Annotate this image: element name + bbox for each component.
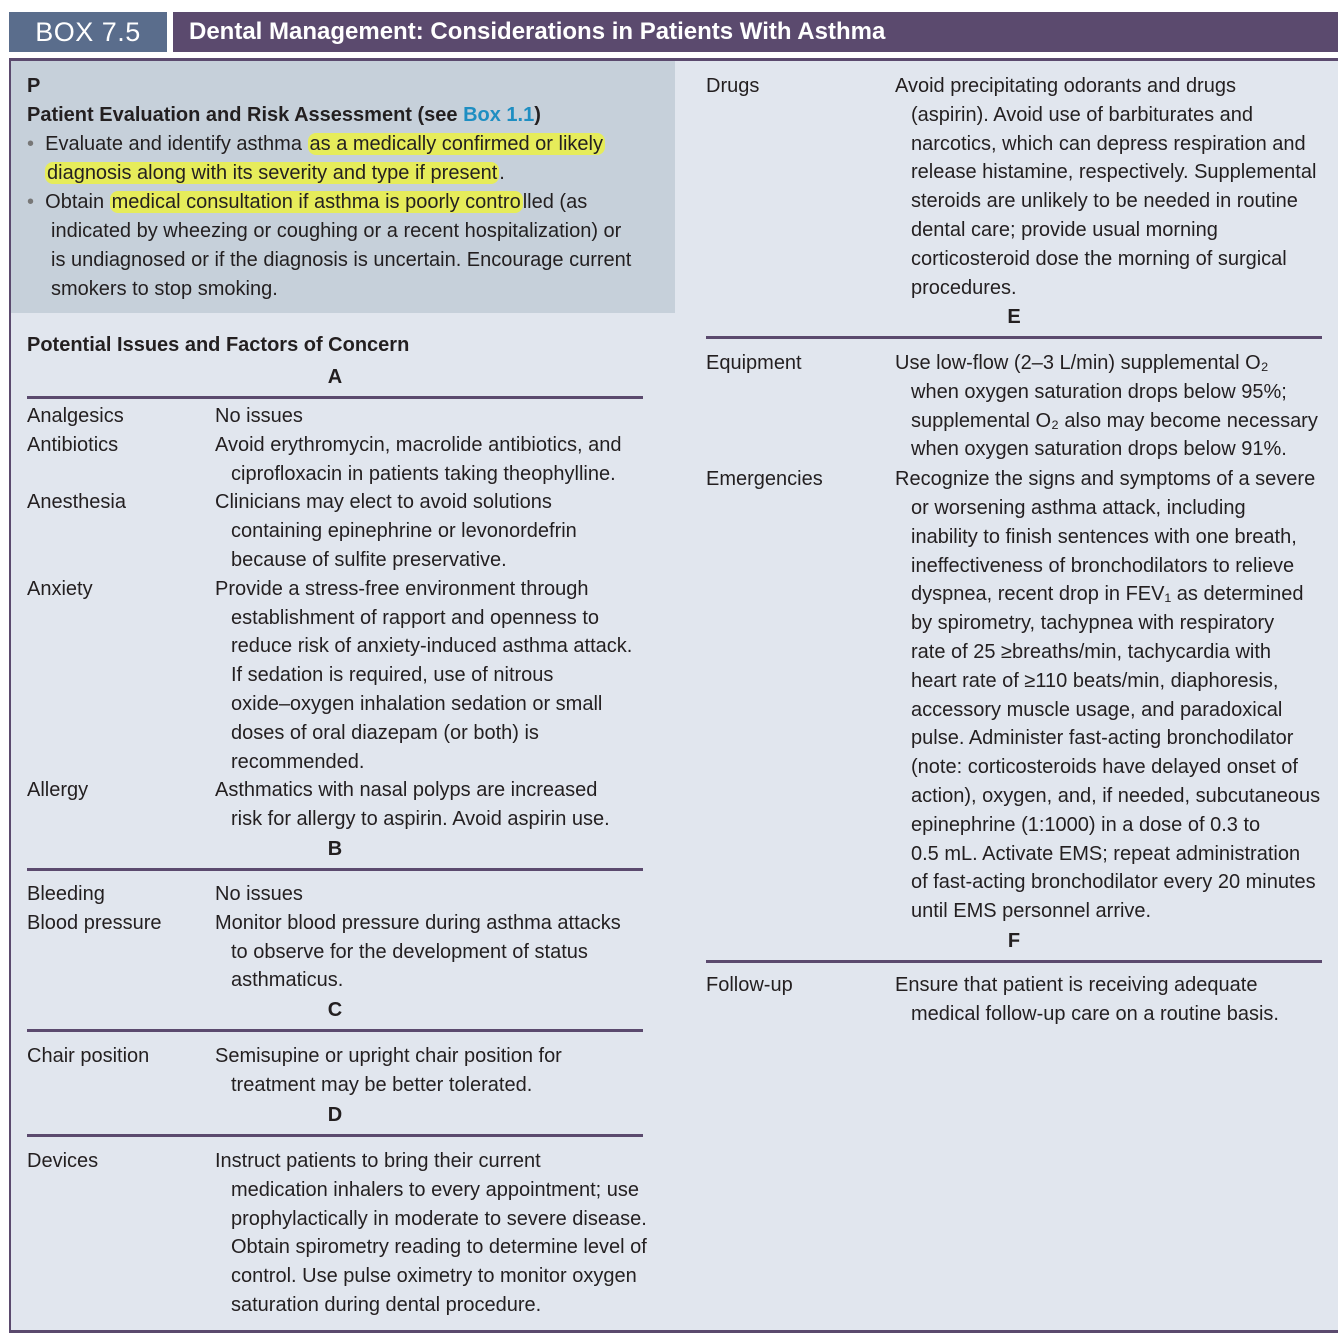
row-text-blood-pressure: to observe for the development of status xyxy=(231,940,588,963)
section-divider xyxy=(27,1029,643,1032)
row-text-blood-pressure: Monitor blood pressure during asthma attacks xyxy=(215,911,621,934)
row-text-drugs: procedures. xyxy=(911,276,1017,299)
eval-bullet-2-line: is undiagnosed or if the diagnosis is uncertain. Encourage current xyxy=(51,249,632,271)
section-divider xyxy=(27,868,643,871)
heading-text: Patient Evaluation and Risk Assessment (see xyxy=(27,104,464,126)
row-label-blood-pressure: Blood pressure xyxy=(27,911,162,934)
row-text-drugs: (aspirin). Avoid use of barbiturates and xyxy=(911,103,1254,126)
row-text-emergencies: epinephrine (1:1000) in a dose of 0.3 to xyxy=(911,813,1261,836)
row-text-drugs: dental care; provide usual morning xyxy=(911,219,1218,241)
section-divider xyxy=(27,396,643,399)
row-label-analgesics: Analgesics xyxy=(27,405,124,427)
highlight: as a medically confirmed or likely xyxy=(309,133,603,155)
row-text-emergencies: rate of 25 ≥breaths/min, tachycardia with xyxy=(911,641,1272,663)
section-letter-d: D xyxy=(327,1103,343,1126)
highlight: diagnosis along with its severity and type if present xyxy=(47,162,498,184)
bullet-icon: • xyxy=(27,191,35,213)
row-text-allergy: risk for allergy to aspirin. Avoid aspirin use. xyxy=(231,808,610,831)
box-number: BOX 7.5 xyxy=(9,12,167,52)
row-label-bleeding: Bleeding xyxy=(27,883,105,905)
row-label-emergencies: Emergencies xyxy=(706,468,823,491)
eval-bullet-1 xyxy=(27,130,605,159)
row-text-anxiety: doses of oral diazepam (or both) is xyxy=(231,721,539,744)
row-label-anesthesia: Anesthesia xyxy=(27,491,126,514)
patient-evaluation-heading xyxy=(27,101,541,130)
row-text-bleeding: No issues xyxy=(215,883,303,905)
row-text-devices: saturation during dental procedure. xyxy=(231,1294,542,1316)
eval-bullet-2 xyxy=(27,188,587,217)
section-divider xyxy=(706,336,1322,339)
row-text-emergencies: by spirometry, tachypnea with respiratory xyxy=(911,612,1275,635)
row-text-equipment: when oxygen saturation drops below 95%; xyxy=(911,380,1287,403)
row-text-drugs: release histamine, respectively. Supplemental xyxy=(911,161,1317,184)
section-letter-a: A xyxy=(327,366,343,388)
row-label-chair-position: Chair position xyxy=(27,1045,150,1067)
row-text-emergencies: 0.5 mL. Activate EMS; repeat administration xyxy=(911,842,1301,865)
text: lled (as xyxy=(522,191,588,213)
row-text-devices: prophylactically in moderate to severe disease. xyxy=(231,1207,647,1230)
row-text-emergencies: pulse. Administer fast-acting bronchodilator xyxy=(911,727,1294,750)
row-text-allergy: Asthmatics with nasal polyps are increased xyxy=(215,779,598,802)
row-text-follow-up: Ensure that patient is receiving adequate xyxy=(895,974,1258,996)
row-text-emergencies: (note: corticosteroids have delayed onset of xyxy=(911,756,1298,779)
row-label-drugs: Drugs xyxy=(706,75,760,97)
row-label-equipment: Equipment xyxy=(706,352,802,374)
row-text-drugs: corticosteroid dose the morning of surgical xyxy=(911,247,1287,270)
row-text-emergencies: or worsening asthma attack, including xyxy=(911,497,1246,519)
row-text-devices: Obtain spirometry reading to determine level of xyxy=(231,1236,647,1259)
row-text-emergencies: action), oxygen, and, if needed, subcutaneous xyxy=(911,785,1321,807)
row-text-emergencies: Recognize the signs and symptoms of a severe xyxy=(895,468,1316,491)
row-label-follow-up: Follow-up xyxy=(706,974,793,996)
row-text-anxiety: If sedation is required, use of nitrous xyxy=(231,664,554,687)
issues-heading: Potential Issues and Factors of Concern xyxy=(27,334,410,356)
bullet-icon: • xyxy=(27,133,35,155)
row-label-allergy: Allergy xyxy=(27,779,89,802)
row-text-anxiety: Provide a stress-free environment through xyxy=(215,577,589,600)
row-text-emergencies: inability to finish sentences with one breath, xyxy=(911,525,1297,548)
row-text-chair-position: treatment may be better tolerated. xyxy=(231,1073,533,1096)
row-label-antibiotics: Antibiotics xyxy=(27,433,119,456)
row-text-emergencies: ineffectiveness of bronchodilators to relieve xyxy=(911,554,1295,577)
row-text-anxiety: recommended. xyxy=(231,750,365,773)
row-text-devices: medication inhalers to every appointment; use xyxy=(231,1178,640,1201)
row-text-equipment: when oxygen saturation drops below 91%. xyxy=(911,438,1287,461)
row-text-anesthesia: containing epinephrine or levonordefrin xyxy=(231,520,577,543)
row-label-devices: Devices xyxy=(27,1150,99,1172)
text: Obtain xyxy=(45,191,110,213)
section-letter-f: F xyxy=(1007,930,1021,952)
row-text-blood-pressure: asthmaticus. xyxy=(231,969,344,992)
row-text-devices: control. Use pulse oximetry to monitor oxygen xyxy=(231,1265,637,1288)
section-divider xyxy=(27,1134,643,1137)
row-label-anxiety: Anxiety xyxy=(27,577,93,600)
row-text-emergencies: until EMS personnel arrive. xyxy=(911,900,1152,923)
row-text-emergencies: of fast-acting bronchodilator every 20 minutes xyxy=(911,871,1316,894)
eval-bullet-2-line: indicated by wheezing or coughing or a recent hospitalization) or xyxy=(51,220,622,242)
row-text-devices: Instruct patients to bring their current xyxy=(215,1150,541,1172)
row-text-antibiotics: Avoid erythromycin, macrolide antibiotics, and xyxy=(215,433,622,456)
row-text-analgesics: No issues xyxy=(215,405,303,427)
row-text-anesthesia: Clinicians may elect to avoid solutions xyxy=(215,491,552,514)
eval-bullet-1-cont xyxy=(45,159,505,188)
text: Evaluate and identify asthma xyxy=(45,133,308,155)
heading-suffix: ) xyxy=(534,104,541,126)
row-text-anxiety: reduce risk of anxiety-induced asthma attack. xyxy=(231,635,633,658)
row-text-anxiety: oxide–oxygen inhalation sedation or small xyxy=(231,693,603,715)
section-letter-e: E xyxy=(1007,306,1021,329)
box-title: Dental Management: Considerations in Patients With Asthma xyxy=(173,12,1338,52)
row-text-chair-position: Semisupine or upright chair position for xyxy=(215,1045,562,1067)
row-text-drugs: Avoid precipitating odorants and drugs xyxy=(895,75,1236,97)
section-letter-c: C xyxy=(327,999,343,1022)
text: . xyxy=(499,162,505,184)
section-divider xyxy=(706,960,1322,963)
highlight: medical consultation if asthma is poorly contro xyxy=(111,191,521,213)
row-text-equipment: Use low-flow (2–3 L/min) supplemental O₂ xyxy=(895,352,1269,374)
row-text-anesthesia: because of sulfite preservative. xyxy=(231,549,507,571)
row-text-emergencies: heart rate of ≥110 beats/min, diaphoresis, xyxy=(911,669,1279,692)
section-letter-b: B xyxy=(327,838,343,860)
row-text-emergencies: accessory muscle usage, and paradoxical xyxy=(911,698,1283,721)
row-text-antibiotics: ciprofloxacin in patients taking theophylline. xyxy=(231,462,616,485)
row-text-follow-up: medical follow-up care on a routine basis. xyxy=(911,1002,1279,1025)
eval-bullet-2-line: smokers to stop smoking. xyxy=(51,278,278,300)
box-1-1-link[interactable]: Box 1.1 xyxy=(463,104,535,126)
row-text-drugs: steroids are unlikely to be needed in routine xyxy=(911,190,1298,213)
row-text-equipment: supplemental O₂ also may become necessary xyxy=(911,409,1318,432)
row-text-drugs: narcotics, which can depress respiration and xyxy=(911,132,1306,155)
section-letter-p: P xyxy=(27,75,41,97)
row-text-emergencies: dyspnea, recent drop in FEV₁ as determined xyxy=(911,583,1304,606)
row-text-anxiety: establishment of rapport and openness to xyxy=(231,606,600,629)
